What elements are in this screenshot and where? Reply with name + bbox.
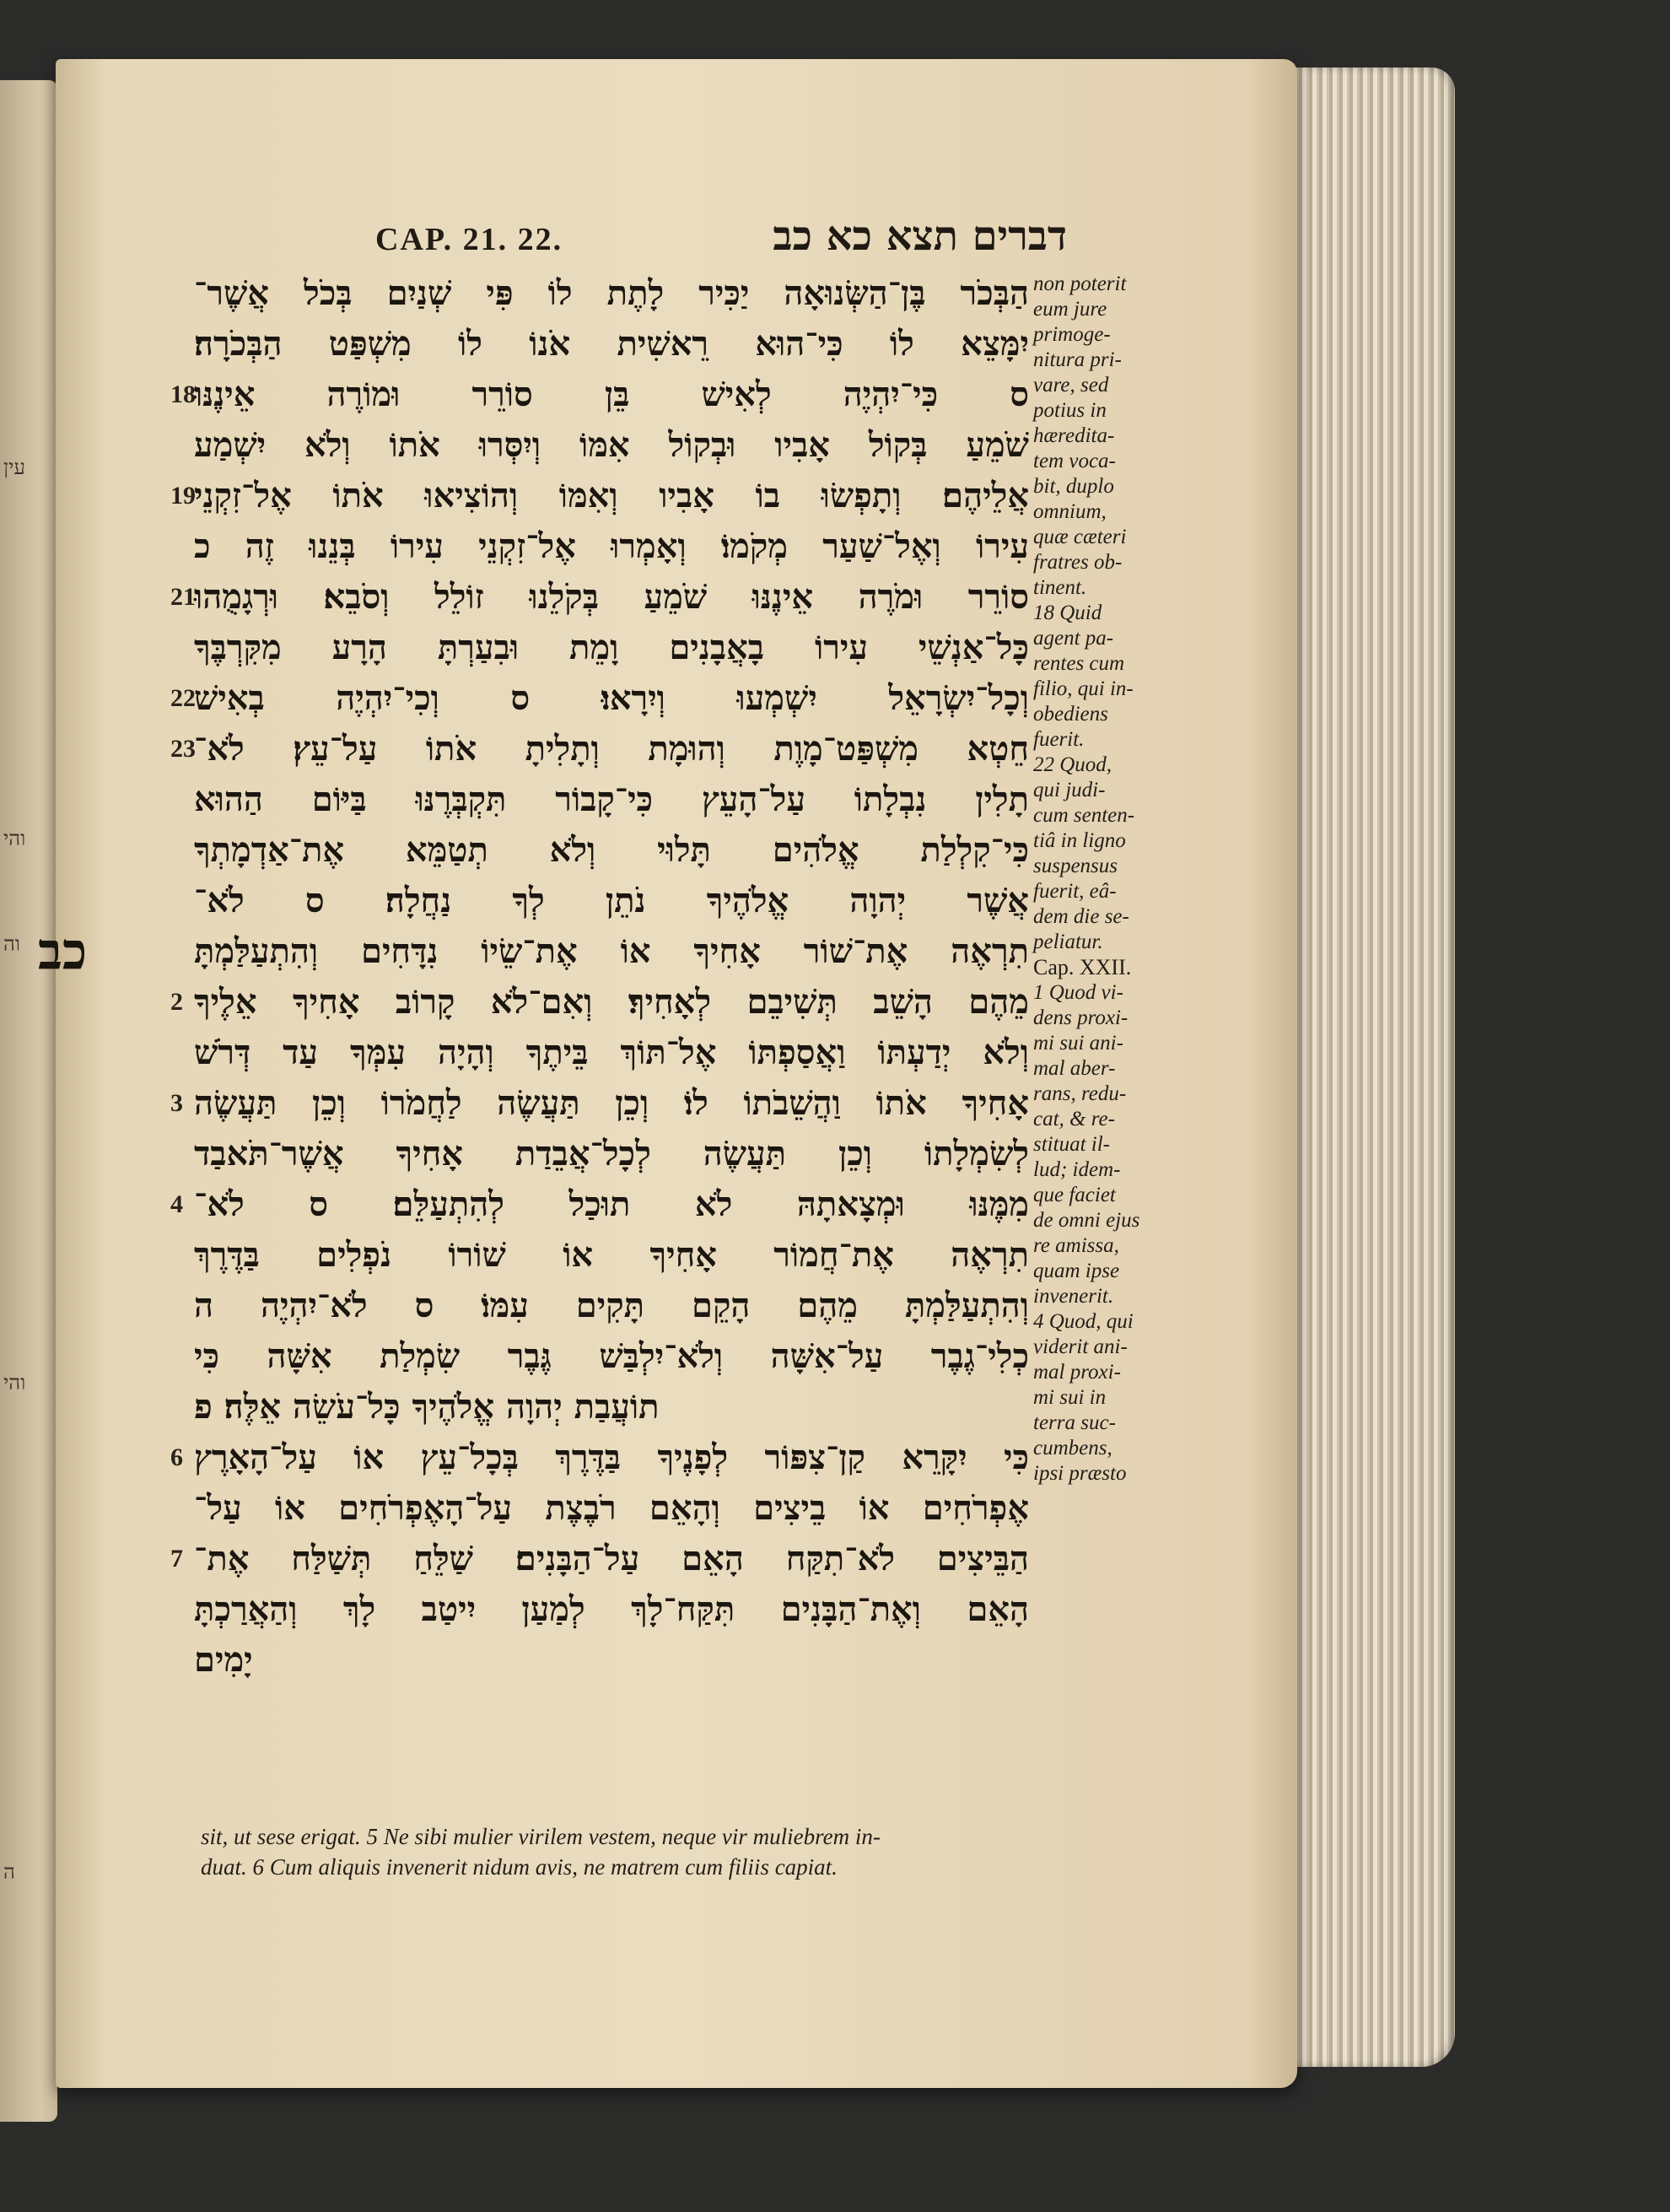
chapter-reference: CAP. 21. 22. — [375, 222, 563, 257]
line-text: הָאֵם וְאֶת־הַבָּנִים תִּקַּח־לָךְ לְמַעַן יִיטַב לָךְ וְהַאֲרַכְתָּ — [194, 1589, 1029, 1629]
chapter-number-mark: כב — [38, 922, 88, 981]
side-note-line: primoge- — [1033, 323, 1111, 346]
side-note-line: tem voca- — [1033, 450, 1116, 472]
line-text: מֵהֶם הָשֵׁב תְּשִׁיבֵם לְאָחִיךָ׃ וְאִם־לֹא קָרוֹב אָחִיךָ אֵלֶיךָ — [194, 982, 1029, 1022]
side-note-line: viderit ani- — [1033, 1335, 1128, 1358]
text-line — [194, 420, 1029, 471]
line-text: כָּל־אַנְשֵׁי עִירוֹ בָאֲבָנִים וָמֵת וּבִעַרְתָּ הָרָע מִקִּרְבֶּךָ — [194, 628, 1029, 667]
text-line — [194, 319, 1029, 370]
text-line — [194, 268, 1029, 319]
verse-number: 18 — [170, 380, 196, 408]
line-text: תִרְאֶה אֶת־חֲמוֹר אָחִיךָ אוֹ שׁוֹרוֹ נֹפְלִים בַּדֶּרֶךְ — [194, 1235, 1029, 1275]
facing-margin-glyph: והי — [3, 1371, 26, 1395]
text-line — [194, 1028, 1029, 1078]
side-note-line: lud; idem- — [1033, 1158, 1121, 1181]
side-note-line: re amissa, — [1033, 1234, 1119, 1257]
side-note-line: fuerit, eâ- — [1033, 880, 1117, 903]
side-note-line: qui judi- — [1033, 779, 1106, 801]
text-line — [194, 1331, 1029, 1382]
side-note-line: filio, qui in- — [1033, 677, 1134, 700]
line-text: כְלִי־גֶבֶר עַל־אִשָּׁה וְלֹא־יִלְבַּשׁ גֶּבֶר שִׂמְלַת אִשָּׁה כִּי — [194, 1336, 1029, 1376]
latin-side-notes — [1033, 272, 1172, 1486]
side-note-line: 1 Quod vi- — [1033, 981, 1123, 1004]
side-note-line: hæredita- — [1033, 424, 1115, 447]
side-note-line: quam ipse — [1033, 1260, 1120, 1282]
line-text: תָלִין נִבְלָתוֹ עַל־הָעֵץ כִּי־קָבוֹר תִּקְבְּרֶנּוּ בַּיּוֹם הַהוּא — [194, 780, 1029, 819]
line-text: כִּי יִקָּרֵא קַן־צִפּוֹר לְפָנֶיךָ בַּדֶּרֶךְ בְּכָל־עֵץ אוֹ עַל־הָאָרֶץ — [194, 1438, 1029, 1477]
side-note-line: ipsi præsto — [1033, 1462, 1127, 1485]
facing-margin-glyph: וה — [3, 932, 20, 956]
text-line — [194, 1483, 1029, 1534]
text-line — [194, 825, 1029, 876]
text-line — [194, 1281, 1029, 1331]
line-text: יִמָּצֵא לוֹ כִּי־הוּא רֵאשִׁית אֹנוֹ לוֹ מִשְׁפַּט הַבְּכֹרָה׃ — [194, 324, 1029, 364]
facing-margin-glyph: ה — [3, 1860, 15, 1884]
line-text: אָחִיךָ אֹתוֹ וַהֲשֵׁבֹתוֹ לוֹ׃ וְכֵן תַּעֲשֶׂה לַחֲמֹרוֹ וְכֵן תַּעֲשֶׂה — [194, 1083, 1029, 1123]
verse-number: 23 — [170, 735, 196, 763]
side-note-line: non poterit — [1033, 272, 1127, 295]
text-line — [170, 572, 1029, 623]
side-note-line: cat, & re- — [1033, 1108, 1115, 1130]
line-text: הַבֵּיצִים לֹא־תִקַּח הָאֵם עַל־הַבָּנִים׃ שַׁלֵּחַ תְּשַׁלַּח אֶת־ — [194, 1539, 1029, 1578]
side-note-line: suspensus — [1033, 855, 1118, 877]
line-text: הַבְּכֹר בֶּן־הַשְּׂנוּאָה יַכִּיר לָתֶת לוֹ פִּי שְׁנַיִם בְּכֹל אֲשֶׁר־ — [194, 273, 1029, 313]
verse-number: 7 — [170, 1545, 183, 1573]
side-note-line: nitura pri- — [1033, 348, 1122, 371]
side-note-line: mal aber- — [1033, 1057, 1116, 1080]
side-note-line: invenerit. — [1033, 1285, 1114, 1308]
side-note-line: omnium, — [1033, 500, 1107, 523]
line-text: וְכָל־יִשְׂרָאֵל יִשְׁמְעוּ וְיִרָאוּ׃ ס וְכִי־יִהְיֶה בְאִישׁ — [194, 678, 1029, 718]
text-line — [170, 977, 1029, 1028]
side-note-line: rans, redu- — [1033, 1082, 1127, 1105]
text-line — [194, 1584, 1029, 1635]
text-line — [194, 774, 1029, 825]
running-head — [375, 213, 1067, 263]
side-note-line: dens proxi- — [1033, 1006, 1129, 1029]
side-note-line: fuerit. — [1033, 728, 1085, 751]
book-title: דברים תצא כא כב — [773, 213, 1067, 260]
side-note-line: 22 Quod, — [1033, 753, 1112, 776]
hebrew-text-block — [38, 268, 1029, 1686]
side-note-line: mal proxi- — [1033, 1361, 1121, 1384]
side-note-line: peliatur. — [1033, 931, 1103, 953]
text-line — [194, 521, 1029, 572]
side-note-line: terra suc- — [1033, 1411, 1116, 1434]
text-line — [170, 1432, 1029, 1483]
line-text: סוֹרֵר וּמֹרֶה אֵינֶנּוּ שֹׁמֵעַ בְּקֹלֵנוּ זוֹלֵל וְסֹבֵא׃ וּרְגָמֻהוּ — [194, 577, 1029, 617]
line-text: אֶפְרֹחִים אוֹ בֵיצִים וְהָאֵם רֹבֶצֶת עַל־הָאֶפְרֹחִים אוֹ עַל־ — [194, 1488, 1029, 1528]
verse-number: 6 — [170, 1443, 183, 1471]
text-line — [170, 1179, 1029, 1230]
line-text: תוֹעֲבַת יְהוָה אֱלֹהֶיךָ כָּל־עֹשֵׂה אֵלֶּה׃ פ — [194, 1387, 660, 1427]
side-note-line: rentes cum — [1033, 652, 1125, 675]
side-note-line: mi sui in — [1033, 1386, 1107, 1409]
line-text: מִמֶּנּוּ וּמְצָאתָהּ לֹא תוּכַל לְהִתְעַלֵּם׃ ס לֹא־ — [194, 1184, 1029, 1224]
side-note-line: cum senten- — [1033, 804, 1135, 827]
line-text: וְלֹא יְדַעְתּוֹ וַאֲסַפְתּוֹ אֶל־תּוֹךְ בֵּיתֶךָ וְהָיָה עִמְּךָ עַד דְּרֹשׁ — [194, 1033, 1029, 1072]
line-text: תִרְאֶה אֶת־שׁוֹר אָחִיךָ אוֹ אֶת־שֵׂיוֹ נִדָּחִים וְהִתְעַלַּמְתָּ — [194, 931, 1029, 971]
side-note-line: bit, duplo — [1033, 475, 1114, 498]
text-line — [194, 926, 1029, 977]
verse-number: 21 — [170, 583, 196, 611]
facing-page-edge — [0, 80, 57, 2122]
text-line — [170, 673, 1029, 724]
text-line — [170, 471, 1029, 521]
verse-number: 3 — [170, 1089, 183, 1117]
side-note-line: mi sui ani- — [1033, 1032, 1123, 1055]
text-line — [170, 1534, 1029, 1584]
text-line — [194, 1635, 1029, 1686]
side-note-line: obediens — [1033, 703, 1108, 726]
line-text: לְשִׂמְלָתוֹ וְכֵן תַּעֲשֶׂה לְכָל־אֲבֵדַת אָחִיךָ אֲשֶׁר־תֹּאבַד — [194, 1134, 1029, 1173]
side-note-line: de omni ejus — [1033, 1209, 1140, 1232]
footnote-line: duat. 6 Cum aliquis invenerit nidum avis, ne matrem cum filiis capiat. — [201, 1854, 838, 1880]
line-text: ס כִּי־יִהְיֶה לְאִישׁ בֵּן סוֹרֵר וּמוֹרֶה אֵינֶנּוּ — [194, 375, 1029, 414]
facing-margin-glyph: עין — [3, 456, 25, 479]
text-line — [194, 1382, 1029, 1432]
text-line — [170, 1078, 1029, 1129]
text-line — [194, 1129, 1029, 1179]
line-text: חֵטְא מִשְׁפַּט־מָוֶת וְהוּמָת וְתָלִיתָ אֹתוֹ עַל־עֵץ׃ לֹא־ — [194, 729, 1029, 769]
line-text: שֹׁמֵעַ בְּקוֹל אָבִיו וּבְקוֹל אִמּוֹ וְיִסְּרוּ אֹתוֹ וְלֹא יִשְׁמַע — [194, 425, 1029, 465]
text-line — [194, 1230, 1029, 1281]
text-line — [194, 623, 1029, 673]
facing-margin-glyph: והי — [3, 827, 26, 850]
text-line — [194, 876, 1029, 926]
line-text: עִירוֹ וְאֶל־שַׁעַר מְקֹמוֹ׃ וְאָמְרוּ אֶל־זִקְנֵי עִירוֹ בְּנֵנוּ זֶה כ — [194, 526, 1029, 566]
line-text: כִּי־קִלְלַת אֱלֹהִים תָּלוּי וְלֹא תְטַמֵּא אֶת־אַדְמָתְךָ — [194, 830, 1029, 870]
side-note-line: que faciet — [1033, 1184, 1116, 1206]
verse-number: 2 — [170, 988, 183, 1016]
side-note-line: dem die se- — [1033, 905, 1129, 928]
line-text: אֲלֵיהֶם׃ וְתָפְשׂוּ בוֹ אָבִיו וְאִמּוֹ וְהוֹצִיאוּ אֹתוֹ אֶל־זִקְנֵי — [194, 476, 1029, 515]
footnote-line: sit, ut sese erigat. 5 Ne sibi mulier virilem vestem, neque vir muliebrem in- — [201, 1824, 881, 1849]
verse-number: 4 — [170, 1190, 183, 1218]
side-note-line: cumbens, — [1033, 1437, 1112, 1459]
line-text: יָמִים — [194, 1640, 253, 1680]
side-note-line: eum jure — [1033, 298, 1107, 321]
side-note-line: vare, sed — [1033, 374, 1109, 397]
text-line — [170, 724, 1029, 774]
line-text: וְהִתְעַלַּמְתָּ מֵהֶם הָקֵם תָּקִים עִמּוֹ׃ ס לֹא־יִהְיֶה ה — [194, 1286, 1029, 1325]
side-note-line: Cap. XXII. — [1033, 955, 1132, 979]
text-line — [170, 370, 1029, 420]
verse-number: 19 — [170, 482, 196, 510]
line-text: אֲשֶׁר יְהוָה אֱלֹהֶיךָ נֹתֵן לְךָ נַחֲלָה׃ ס לֹא־ — [194, 881, 1029, 920]
side-note-line: fratres ob- — [1033, 551, 1123, 574]
verse-number: 22 — [170, 684, 196, 712]
side-note-line: agent pa- — [1033, 627, 1114, 650]
side-note-line: potius in — [1033, 399, 1107, 422]
side-note-line: 18 Quid — [1033, 602, 1102, 624]
side-note-line: stituat il- — [1033, 1133, 1110, 1156]
side-note-line: quæ cæteri — [1033, 526, 1127, 548]
side-note-line: tiâ in ligno — [1033, 829, 1126, 852]
side-note-line: 4 Quod, qui — [1033, 1310, 1134, 1333]
side-note-line: tinent. — [1033, 576, 1087, 599]
